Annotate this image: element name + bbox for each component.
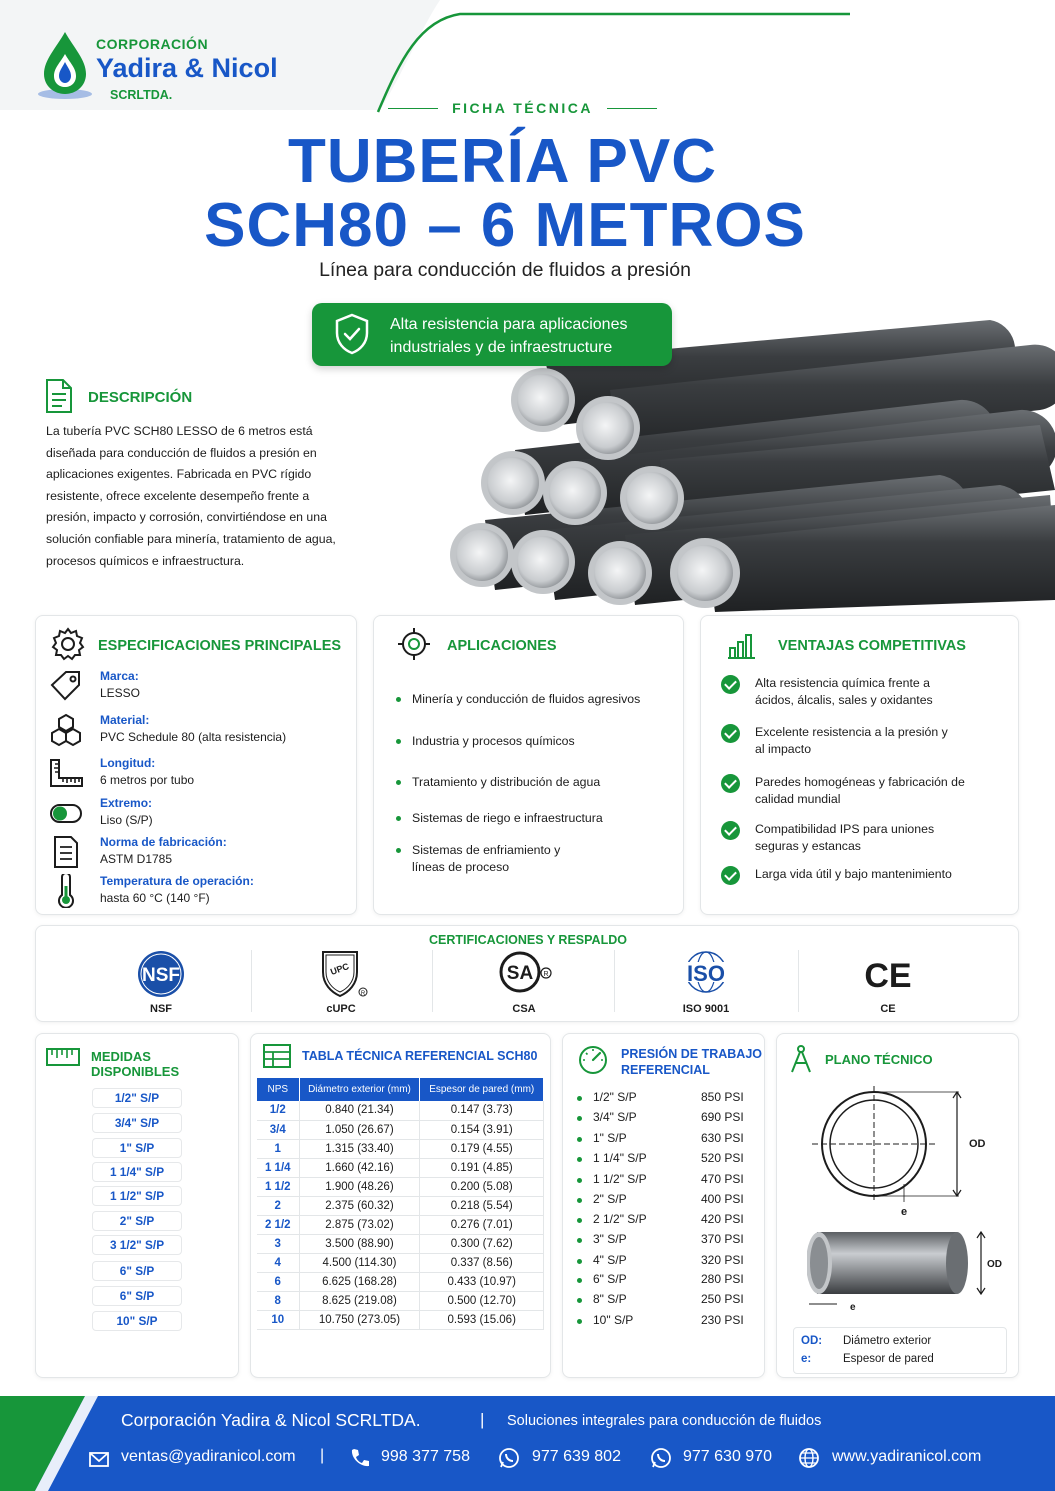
cert-name: cUPC [326, 1003, 356, 1015]
pressure-value: 320 PSI [701, 1253, 744, 1267]
advantage-text: Excelente resistencia a la presión y al impacto [755, 725, 948, 756]
table-icon [263, 1044, 291, 1068]
check-icon [721, 675, 740, 694]
bullet [577, 1238, 582, 1243]
nsf-mark: NSF [142, 965, 180, 986]
svg-text:R: R [360, 991, 366, 997]
table-row [257, 1101, 544, 1120]
mail-icon [88, 1448, 110, 1470]
cert-nsf [71, 948, 251, 1020]
spec-label: Material: [100, 713, 150, 727]
list-item: Minería y conducción de fluidos agresivos [396, 691, 666, 708]
bullet [577, 1319, 582, 1324]
hexagons-icon [48, 713, 84, 747]
table-row [257, 1120, 544, 1139]
table-header-row [257, 1078, 544, 1101]
spec-value: PVC Schedule 80 (alta resistencia) [100, 730, 287, 744]
bullet [577, 1137, 582, 1142]
cert-name: CSA [512, 1003, 536, 1015]
table-cell: 0.300 (7.62) [420, 1234, 544, 1253]
table-cell: 2.375 (60.32) [299, 1196, 420, 1215]
check-icon [721, 724, 740, 743]
spec-value: ASTM D1785 [100, 852, 173, 866]
table-row [257, 1158, 544, 1177]
table-cell: 3.500 (88.90) [299, 1234, 420, 1253]
list-item: Sistemas de riego e infraestructura [396, 810, 666, 827]
csa-logo-icon [494, 948, 554, 1000]
pressure-value: 470 PSI [701, 1172, 744, 1186]
eyebrow-text: FICHA TÉCNICA [452, 100, 593, 116]
pressure-row [577, 1292, 757, 1310]
legend-key: OD: [801, 1335, 823, 1347]
table-cell: 2 1/2 [257, 1215, 299, 1234]
page-title-line-2: SCH80 – 6 METROS [204, 191, 806, 260]
description-body: La tubería PVC SCH80 LESSO de 6 metros está diseñada para conducción de fluidos a presión en aplicaciones exigentes. Fabricada en PVC rígido resistente, ofrece excelente desempeño frente a presión, impacto y corrosión, convirtiéndose en una solución confiable para minería, tratamiento de agua, procesos químicos e infraestructura. [46, 424, 336, 568]
certifications-card [35, 925, 1019, 1022]
table-cell: 0.500 (12.70) [420, 1291, 544, 1310]
description-title: DESCRIPCIÓN [88, 389, 193, 406]
cert-name: CE [880, 1003, 896, 1015]
list-item: Tratamiento y distribución de agua [396, 774, 666, 791]
shield-check-icon [332, 312, 372, 356]
table-cell: 1.660 (42.16) [299, 1158, 420, 1177]
csa-mark: SA [506, 963, 534, 984]
list-item: Industria y procesos químicos [396, 733, 666, 750]
table-cell: 0.147 (3.73) [420, 1101, 544, 1120]
whatsapp-icon [498, 1447, 520, 1469]
pressure-row [577, 1151, 757, 1169]
table-row [257, 1234, 544, 1253]
pressure-value: 520 PSI [701, 1151, 744, 1165]
pressure-title-line-1: PRESIÓN DE TRABAJO [621, 1047, 762, 1061]
pressure-size: 1/2" S/P [593, 1090, 637, 1104]
pressure-size: 10" S/P [593, 1313, 634, 1327]
gear-icon [50, 626, 86, 662]
table-cell: 0.593 (15.06) [420, 1310, 544, 1329]
check-icon [721, 821, 740, 840]
table-cell: 1 1/4 [257, 1158, 299, 1177]
svg-text:R: R [543, 971, 549, 978]
upc-logo-icon [311, 948, 371, 1000]
certifications-title: CERTIFICACIONES Y RESPALDO [429, 933, 627, 947]
tech-table-card [250, 1033, 551, 1378]
table-row [257, 1196, 544, 1215]
table-cell: 0.179 (4.55) [420, 1139, 544, 1158]
cert-name: NSF [150, 1003, 172, 1015]
pipe-end-icon [48, 796, 84, 830]
legend-value: Diámetro exterior [843, 1335, 932, 1347]
divider [614, 950, 615, 1012]
pressure-row [577, 1131, 757, 1149]
pipe-technical-drawing [807, 1084, 1007, 1324]
badge-line-1: Alta resistencia para aplicaciones [390, 316, 628, 333]
water-drop-logo-icon [36, 28, 94, 104]
footer [0, 1396, 1055, 1491]
table-cell: 2.875 (73.02) [299, 1215, 420, 1234]
table-cell: 8 [257, 1291, 299, 1310]
pressure-size: 1 1/2" S/P [593, 1172, 647, 1186]
list-item: Sistemas de enfriamiento y líneas de proceso [396, 842, 586, 876]
logo-line-3: SCRLTDA. [110, 88, 173, 102]
pressure-row [577, 1212, 757, 1230]
table-cell: 1.050 (26.67) [299, 1120, 420, 1139]
advantages-card [700, 615, 1019, 915]
logo-line-2: Yadira & Nicol [96, 53, 278, 83]
table-cell: 3 [257, 1234, 299, 1253]
logo-line-1: CORPORACIÓN [96, 36, 209, 52]
footer-tagline: Soluciones integrales para conducción de fluidos [507, 1413, 822, 1429]
pressure-row [577, 1110, 757, 1128]
table-row [257, 1291, 544, 1310]
footer-whatsapp-2[interactable]: 977 630 970 [683, 1448, 772, 1465]
cert-cupc [251, 948, 431, 1020]
bullet [577, 1157, 582, 1162]
check-icon [721, 774, 740, 793]
pressure-row [577, 1232, 757, 1250]
document-icon [44, 378, 74, 414]
footer-separator: | [320, 1447, 325, 1464]
table-header: Espesor de pared (mm) [420, 1078, 544, 1101]
advantage-text: Paredes homogéneas y fabricación de calidad mundial [755, 775, 965, 806]
pressure-value: 420 PSI [701, 1212, 744, 1226]
bullet [577, 1096, 582, 1101]
pressure-size: 4" S/P [593, 1253, 627, 1267]
divider [607, 108, 657, 109]
table-cell: 1.315 (33.40) [299, 1139, 420, 1158]
bullet [577, 1116, 582, 1121]
pressure-title-line-2: REFERENCIAL [621, 1063, 710, 1077]
size-pill: 1/2" S/P [92, 1088, 182, 1108]
table-cell: 0.218 (5.54) [420, 1196, 544, 1215]
ce-logo-icon [858, 948, 918, 1000]
pressure-value: 630 PSI [701, 1131, 744, 1145]
document-icon [48, 835, 84, 869]
company-logo [36, 28, 316, 104]
iso-logo-icon [676, 948, 736, 1000]
bullet [577, 1278, 582, 1283]
gauge-icon [577, 1043, 609, 1075]
specs-card [35, 615, 357, 915]
table-cell: 2 [257, 1196, 299, 1215]
bullet [577, 1178, 582, 1183]
cert-name: ISO 9001 [682, 1003, 730, 1015]
legend-value: Espesor de pared [843, 1353, 934, 1365]
e-label: e [901, 1206, 908, 1218]
advantage-text: Larga vida útil y bajo mantenimiento [755, 867, 952, 881]
check-icon [721, 866, 740, 885]
table-cell: 10.750 (273.05) [299, 1310, 420, 1329]
table-cell: 0.337 (8.56) [420, 1253, 544, 1272]
table-cell: 6.625 (168.28) [299, 1272, 420, 1291]
table-cell: 1 1/2 [257, 1177, 299, 1196]
size-pill: 2" S/P [92, 1211, 182, 1231]
plan-legend [793, 1327, 1007, 1374]
pressure-value: 850 PSI [701, 1090, 744, 1104]
sizes-card [35, 1033, 239, 1378]
pressure-size: 1 1/4" S/P [593, 1151, 647, 1165]
tech-table-title: TABLA TÉCNICA REFERENCIAL SCH80 [302, 1049, 538, 1063]
size-pill: 6" S/P [92, 1261, 182, 1281]
size-pill: 6" S/P [92, 1286, 182, 1306]
feature-badge [312, 303, 672, 366]
ruler-icon [48, 756, 84, 790]
footer-company: Corporación Yadira & Nicol SCRLTDA. [121, 1410, 421, 1430]
cert-iso [616, 948, 796, 1020]
pressure-size: 6" S/P [593, 1272, 627, 1286]
globe-icon [798, 1447, 820, 1469]
pressure-size: 8" S/P [593, 1292, 627, 1306]
size-pill: 3/4" S/P [92, 1113, 182, 1133]
table-row [257, 1139, 544, 1158]
pressure-value: 370 PSI [701, 1232, 744, 1246]
divider [432, 950, 433, 1012]
badge-text [390, 313, 665, 359]
size-pill: 1 1/4" S/P [92, 1162, 182, 1182]
advantages-title: VENTAJAS COMPETITIVAS [778, 638, 966, 654]
ruler-icon [46, 1046, 80, 1068]
table-header: NPS [257, 1078, 299, 1101]
bullet [577, 1259, 582, 1264]
pressure-row [577, 1172, 757, 1190]
pressure-value: 690 PSI [701, 1110, 744, 1124]
tag-icon [48, 669, 84, 703]
spec-label: Extremo: [100, 796, 153, 810]
spec-value: Liso (S/P) [100, 813, 153, 827]
bullet [577, 1298, 582, 1303]
specs-title: ESPECIFICACIONES PRINCIPALES [98, 638, 342, 654]
table-cell: 4 [257, 1253, 299, 1272]
pressure-value: 250 PSI [701, 1292, 744, 1306]
phone-icon [349, 1447, 371, 1469]
size-pill: 1" S/P [92, 1138, 182, 1158]
table-cell: 1 [257, 1139, 299, 1158]
size-pill: 10" S/P [92, 1311, 182, 1331]
pressure-value: 230 PSI [701, 1313, 744, 1327]
spec-label: Temperatura de operación: [100, 874, 254, 888]
pressure-size: 3" S/P [593, 1232, 627, 1246]
iso-mark: ISO [687, 961, 725, 986]
cert-ce [798, 948, 978, 1020]
nsf-logo-icon [131, 948, 191, 1000]
bar-chart-icon [725, 628, 757, 660]
cert-csa [434, 948, 614, 1020]
ce-mark: CE [864, 957, 912, 995]
badge-line-2: industriales y de infraestructure [390, 339, 613, 356]
table-cell: 0.154 (3.91) [420, 1120, 544, 1139]
pressure-size: 3/4" S/P [593, 1110, 637, 1124]
spec-label: Longitud: [100, 756, 156, 770]
table-row [257, 1272, 544, 1291]
footer-phone[interactable]: 998 377 758 [381, 1448, 470, 1465]
spec-label: Marca: [100, 669, 139, 683]
table-cell: 10 [257, 1310, 299, 1329]
spec-value: LESSO [100, 686, 141, 700]
table-cell: 8.625 (219.08) [299, 1291, 420, 1310]
pressure-card [562, 1033, 765, 1378]
table-cell: 0.191 (4.85) [420, 1158, 544, 1177]
compass-icon [789, 1044, 813, 1074]
footer-website[interactable]: www.yadiranicol.com [832, 1448, 982, 1465]
spec-value: 6 metros por tubo [100, 773, 195, 787]
page-title-line-1: TUBERÍA PVC [288, 127, 717, 196]
pressure-size: 2" S/P [593, 1192, 627, 1206]
divider [388, 108, 438, 109]
table-cell: 4.500 (114.30) [299, 1253, 420, 1272]
pressure-size: 2 1/2" S/P [593, 1212, 647, 1226]
legend-key: e: [801, 1353, 812, 1365]
table-row [257, 1253, 544, 1272]
od-label: OD [987, 1259, 1002, 1270]
target-icon [396, 626, 432, 662]
applications-title: APLICACIONES [447, 638, 557, 654]
table-row [257, 1215, 544, 1234]
table-cell: 0.276 (7.01) [420, 1215, 544, 1234]
plan-title: PLANO TÉCNICO [825, 1052, 933, 1067]
table-cell: 0.200 (5.08) [420, 1177, 544, 1196]
whatsapp-icon [650, 1447, 672, 1469]
bullet [577, 1218, 582, 1223]
eyebrow [385, 99, 660, 117]
upc-mark: UPC [329, 961, 351, 978]
pressure-row [577, 1192, 757, 1210]
e-label: e [850, 1302, 856, 1313]
pressure-value: 400 PSI [701, 1192, 744, 1206]
pressure-value: 280 PSI [701, 1272, 744, 1286]
pressure-row [577, 1253, 757, 1271]
advantage-text: Alta resistencia química frente a ácidos, álcalis, sales y oxidantes [755, 676, 933, 707]
pressure-size: 1" S/P [593, 1131, 627, 1145]
advantage-text: Compatibilidad IPS para uniones seguras y estancas [755, 822, 935, 853]
pressure-row [577, 1313, 757, 1331]
tech-table [257, 1078, 544, 1330]
pressure-row [577, 1090, 757, 1108]
footer-whatsapp-1[interactable]: 977 639 802 [532, 1448, 621, 1465]
table-header: Diámetro exterior (mm) [299, 1078, 420, 1101]
spec-label: Norma de fabricación: [100, 835, 227, 849]
table-cell: 3/4 [257, 1120, 299, 1139]
footer-separator: | [480, 1410, 485, 1429]
table-cell: 1.900 (48.26) [299, 1177, 420, 1196]
sizes-title: MEDIDAS DISPONIBLES [91, 1049, 180, 1079]
thermometer-icon [48, 874, 84, 908]
plan-card [776, 1033, 1019, 1378]
pressure-row [577, 1272, 757, 1290]
size-pill: 1 1/2" S/P [92, 1186, 182, 1206]
table-cell: 1/2 [257, 1101, 299, 1120]
spec-value: hasta 60 °C (140 °F) [100, 891, 210, 905]
table-cell: 0.433 (10.97) [420, 1272, 544, 1291]
od-label: OD [969, 1138, 986, 1150]
footer-email[interactable]: ventas@yadiranicol.com [121, 1448, 296, 1465]
table-cell: 0.840 (21.34) [299, 1101, 420, 1120]
size-pill: 3 1/2" S/P [92, 1235, 182, 1255]
bullet [577, 1198, 582, 1203]
table-cell: 6 [257, 1272, 299, 1291]
applications-card [373, 615, 684, 915]
page-subtitle: Línea para conducción de fluidos a presión [319, 259, 691, 281]
table-row [257, 1177, 544, 1196]
table-row [257, 1310, 544, 1329]
